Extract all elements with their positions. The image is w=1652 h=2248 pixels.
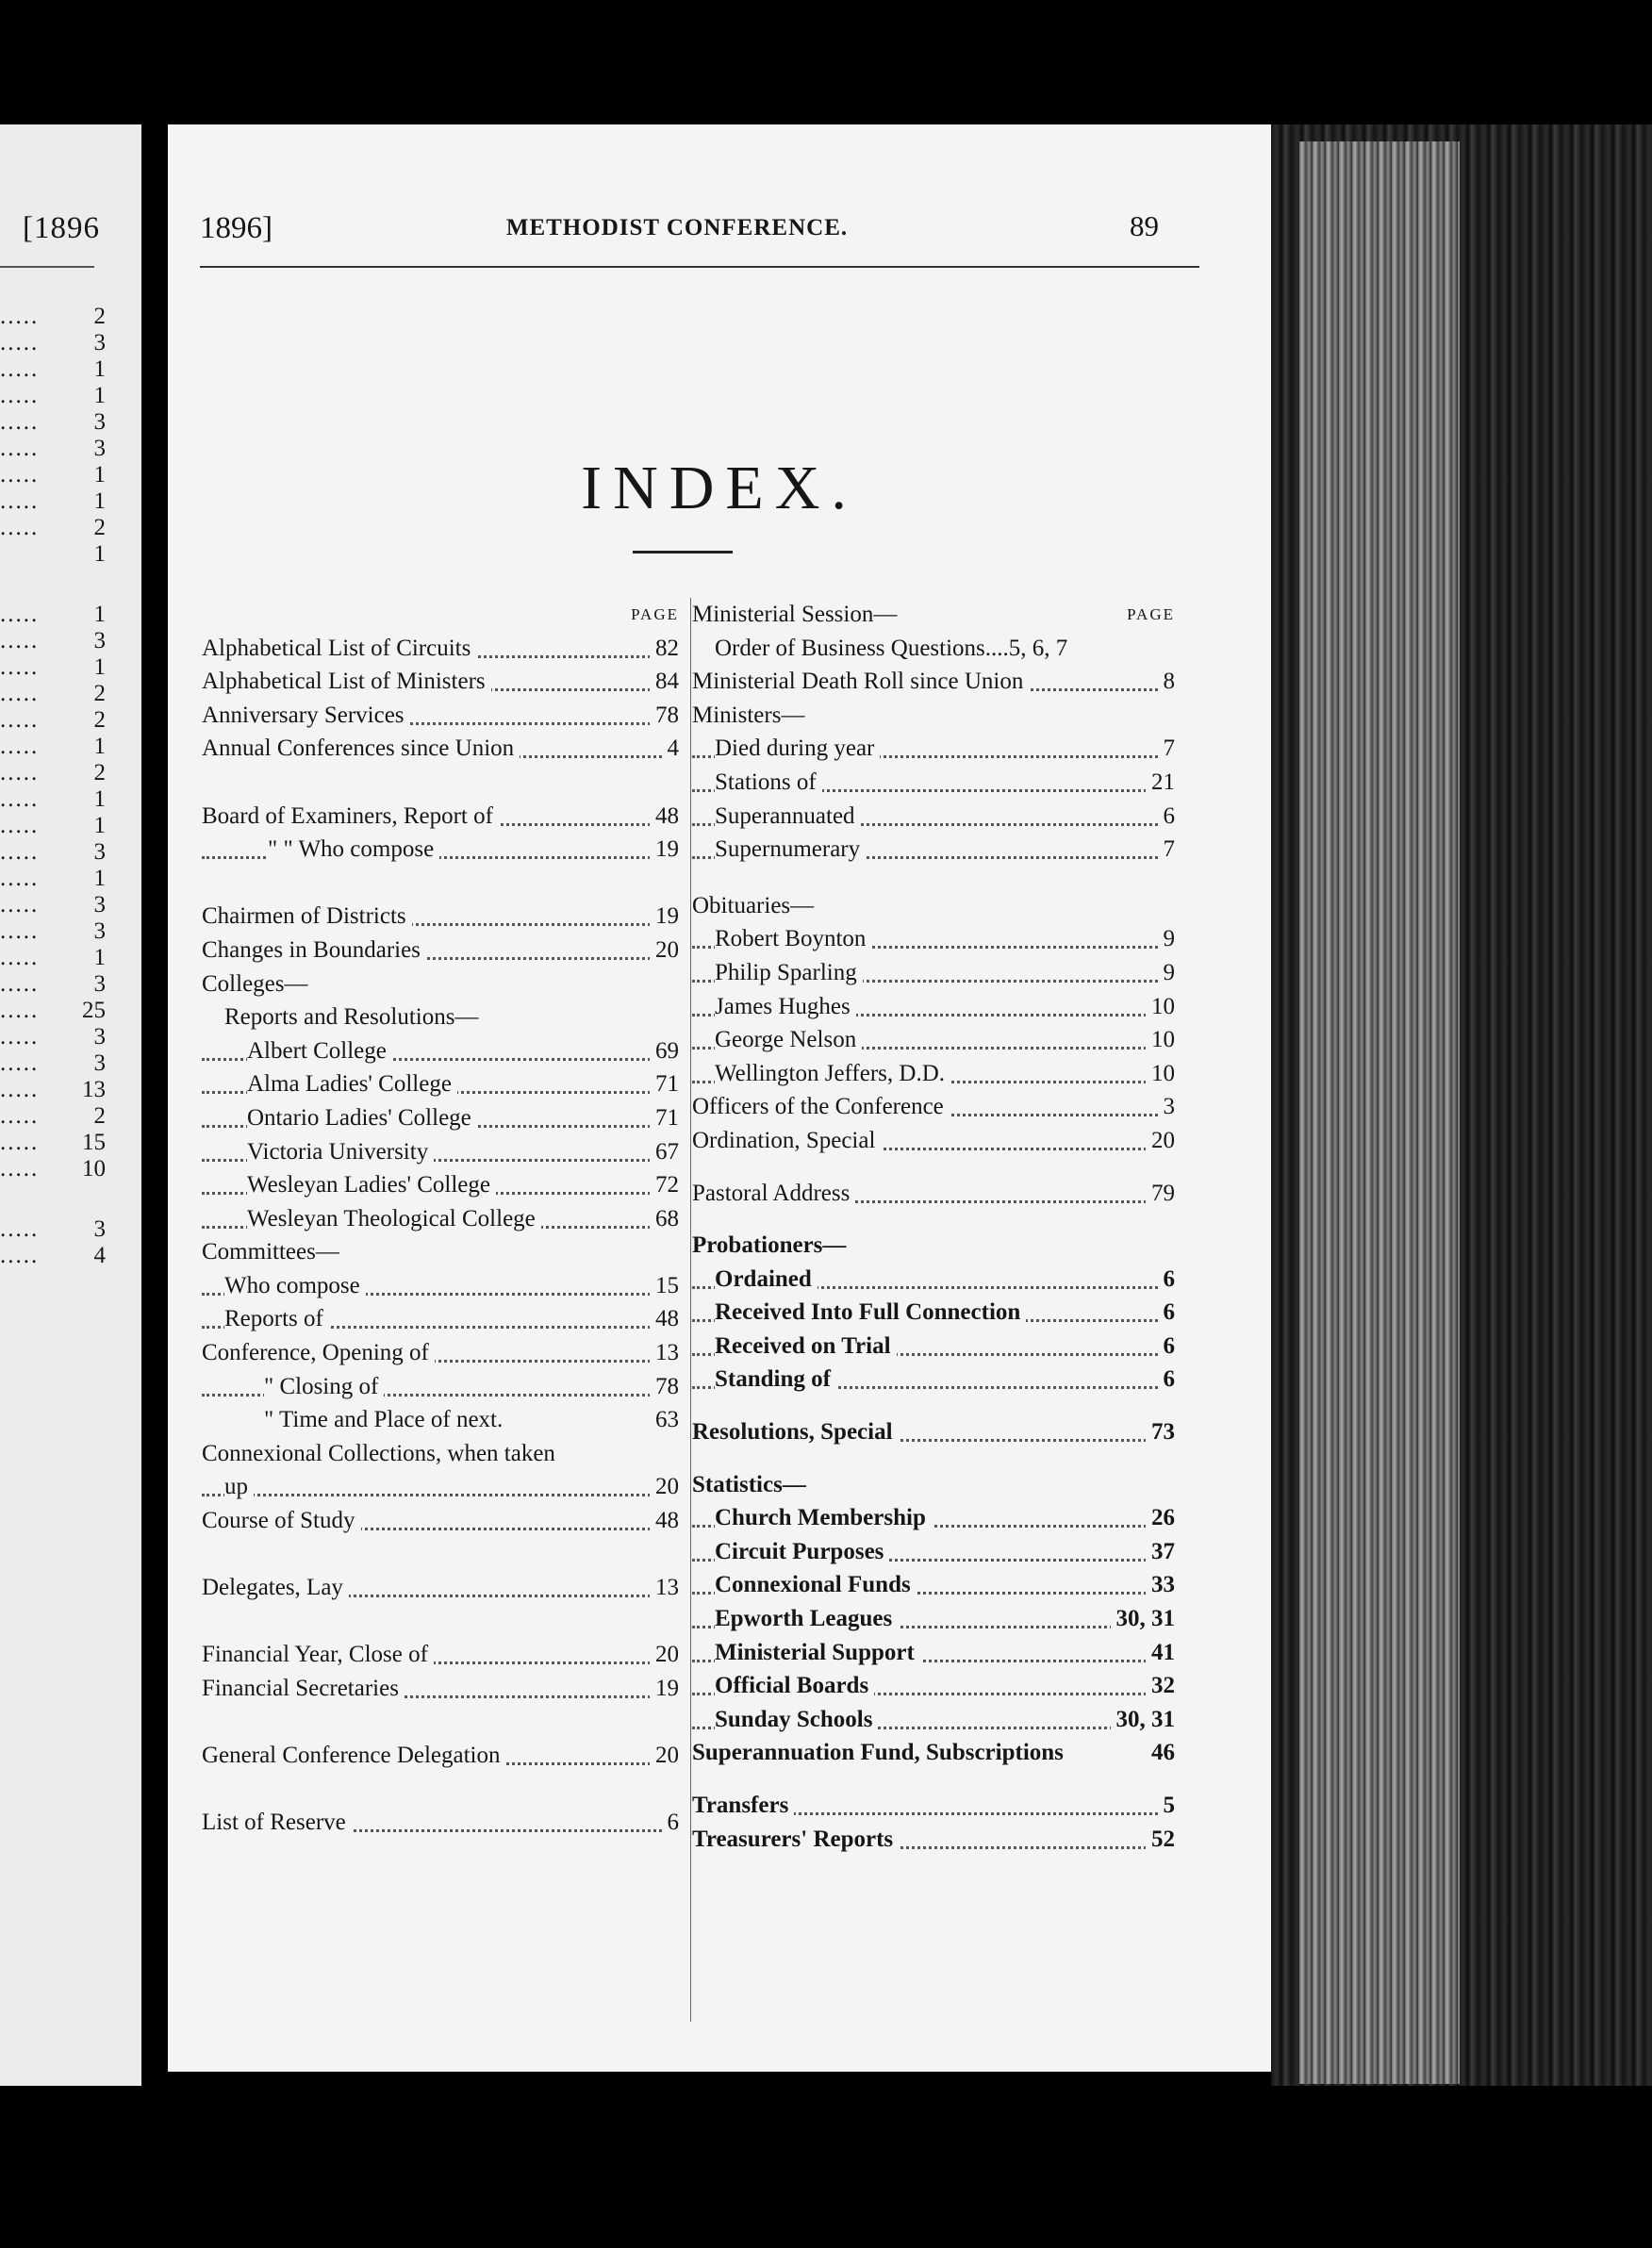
list-item: ..... 3: [0, 839, 106, 865]
column-divider: [690, 598, 691, 2022]
heading-rule: [633, 551, 733, 554]
index-entry: Official Boards 32: [692, 1669, 1175, 1703]
index-entry: Ordination, Special 20: [692, 1124, 1175, 1158]
list-item: ..... 3: [0, 330, 106, 355]
index-entry: " " Who compose 19: [202, 833, 679, 867]
index-section-heading: Statistics—: [692, 1468, 1175, 1502]
index-section-heading: Ministerial Session— PAGE: [692, 598, 1175, 632]
list-item: ..... 10: [0, 1156, 106, 1182]
list-item: ..... 1: [0, 654, 106, 680]
index-entry: Supernumerary 7: [692, 833, 1175, 867]
list-item: ..... 4: [0, 1243, 106, 1268]
index-entry: Wesleyan Ladies' College 72: [202, 1168, 679, 1202]
index-right-column: [692, 598, 1175, 1856]
index-entry: List of Reserve 6: [202, 1806, 679, 1840]
list-item: ..... 3: [0, 892, 106, 917]
list-item: ..... 3: [0, 971, 106, 997]
index-left-column: [202, 598, 679, 1840]
index-entry: Financial Secretaries 19: [202, 1672, 679, 1706]
index-entry: Financial Year, Close of 20: [202, 1638, 679, 1672]
index-section-heading: Probationers—: [692, 1229, 1175, 1263]
list-item: ..... 3: [0, 1216, 106, 1242]
list-item: ..... 2: [0, 760, 106, 785]
index-entry: Connexional Funds 33: [692, 1568, 1175, 1602]
list-item: ..... 3: [0, 1024, 106, 1050]
list-item: ..... 3: [0, 1050, 106, 1076]
list-item: ..... 3: [0, 628, 106, 653]
running-title: METHODIST CONFERENCE.: [505, 215, 849, 240]
list-item: ..... 13: [0, 1077, 106, 1102]
list-item: ..... 1: [0, 866, 106, 891]
index-entry: Robert Boynton 9: [692, 922, 1175, 956]
previous-page-rule: [0, 266, 94, 268]
index-entry: Order of Business Questions....5, 6, 7: [692, 632, 1175, 666]
index-entry: George Nelson 10: [692, 1023, 1175, 1057]
index-page: [168, 124, 1271, 2072]
index-entry: Anniversary Services 78: [202, 699, 679, 733]
index-section-heading: Obituaries—: [692, 889, 1175, 923]
index-entry: Officers of the Conference 3: [692, 1090, 1175, 1124]
index-entry: Died during year 7: [692, 732, 1175, 766]
index-section-heading: Ministers—: [692, 699, 1175, 733]
list-item: ..... 2: [0, 304, 106, 329]
running-year: 1896]: [200, 211, 273, 245]
index-entry: James Hughes 10: [692, 990, 1175, 1024]
previous-page-header: [1896: [23, 211, 100, 245]
index-entry: Philip Sparling 9: [692, 956, 1175, 990]
index-entry: Church Membership 26: [692, 1501, 1175, 1535]
list-item: ..... 1: [0, 383, 106, 408]
index-entry: Ontario Ladies' College 71: [202, 1101, 679, 1135]
list-item: ..... 1: [0, 734, 106, 759]
index-entry: Ordained 6: [692, 1263, 1175, 1297]
index-entry: Changes in Boundaries 20: [202, 934, 679, 967]
index-heading: INDEX.: [581, 454, 858, 522]
index-entry: Annual Conferences since Union 4: [202, 732, 679, 766]
index-entry: Sunday Schools 30, 31: [692, 1703, 1175, 1737]
index-entry: Reports of 48: [202, 1302, 679, 1336]
index-entry: Chairmen of Districts 19: [202, 900, 679, 934]
index-entry: Course of Study 48: [202, 1504, 679, 1538]
index-entry: Standing of 6: [692, 1363, 1175, 1397]
index-entry: " Time and Place of next. 63: [202, 1403, 679, 1437]
index-entry: Alphabetical List of Ministers 84: [202, 665, 679, 699]
index-section-heading: Colleges—: [202, 967, 679, 1001]
index-entry: Resolutions, Special 73: [692, 1415, 1175, 1449]
list-item: 1: [93, 541, 106, 567]
index-entry: Stations of 21: [692, 766, 1175, 800]
previous-page-fragment: [0, 124, 141, 2086]
list-item: ..... 2: [0, 681, 106, 706]
index-entry: Alphabetical List of Circuits 82: [202, 632, 679, 666]
index-entry: Superannuation Fund, Subscriptions 46: [692, 1736, 1175, 1770]
list-item: ..... 1: [0, 356, 106, 382]
list-item: ..... 1: [0, 602, 106, 627]
header-rule: [200, 266, 1199, 268]
index-entry: Epworth Leagues 30, 31: [692, 1602, 1175, 1636]
index-entry: Alma Ladies' College 71: [202, 1067, 679, 1101]
index-entry: Wesleyan Theological College 68: [202, 1202, 679, 1236]
index-subheading: Reports and Resolutions—: [202, 1000, 679, 1034]
list-item: ..... 2: [0, 707, 106, 733]
index-entry: Superannuated 6: [692, 800, 1175, 834]
index-entry: Connexional Collections, when taken: [202, 1437, 679, 1471]
index-entry: Received Into Full Connection 6: [692, 1296, 1175, 1330]
list-item: ..... 1: [0, 488, 106, 514]
index-entry: Conference, Opening of 13: [202, 1336, 679, 1370]
index-entry: Circuit Purposes 37: [692, 1535, 1175, 1569]
index-entry: Ministerial Support 41: [692, 1636, 1175, 1670]
list-item: ..... 3: [0, 409, 106, 435]
index-entry: up 20: [202, 1470, 679, 1504]
index-entry: Pastoral Address 79: [692, 1177, 1175, 1211]
list-item: ..... 2: [0, 1103, 106, 1129]
index-entry: Albert College 69: [202, 1034, 679, 1068]
index-entry: Who compose 15: [202, 1269, 679, 1303]
index-entry: Treasurers' Reports 52: [692, 1823, 1175, 1857]
list-item: ..... 1: [0, 945, 106, 970]
index-entry: " Closing of 78: [202, 1370, 679, 1404]
page-column-label: PAGE: [202, 598, 679, 632]
index-entry: Received on Trial 6: [692, 1330, 1175, 1364]
index-entry: General Conference Delegation 20: [202, 1739, 679, 1773]
previous-page-numbers: [0, 304, 106, 1269]
index-entry: Wellington Jeffers, D.D. 10: [692, 1057, 1175, 1091]
index-entry: Victoria University 67: [202, 1135, 679, 1169]
index-entry: Ministerial Death Roll since Union 8: [692, 665, 1175, 699]
index-entry: Board of Examiners, Report of 48: [202, 800, 679, 834]
list-item: ..... 1: [0, 813, 106, 838]
list-item: ..... 3: [0, 436, 106, 461]
list-item: ..... 3: [0, 918, 106, 944]
page-number: 89: [1130, 209, 1159, 242]
list-item: ..... 15: [0, 1130, 106, 1155]
index-entry: Delegates, Lay 13: [202, 1571, 679, 1605]
index-entry: Transfers 5: [692, 1789, 1175, 1823]
list-item: ..... 2: [0, 515, 106, 540]
list-item: ..... 1: [0, 462, 106, 488]
index-section-heading: Committees—: [202, 1235, 679, 1269]
list-item: ..... 1: [0, 786, 106, 812]
book-spine-edge: [1299, 141, 1460, 2084]
list-item: ..... 25: [0, 998, 106, 1023]
